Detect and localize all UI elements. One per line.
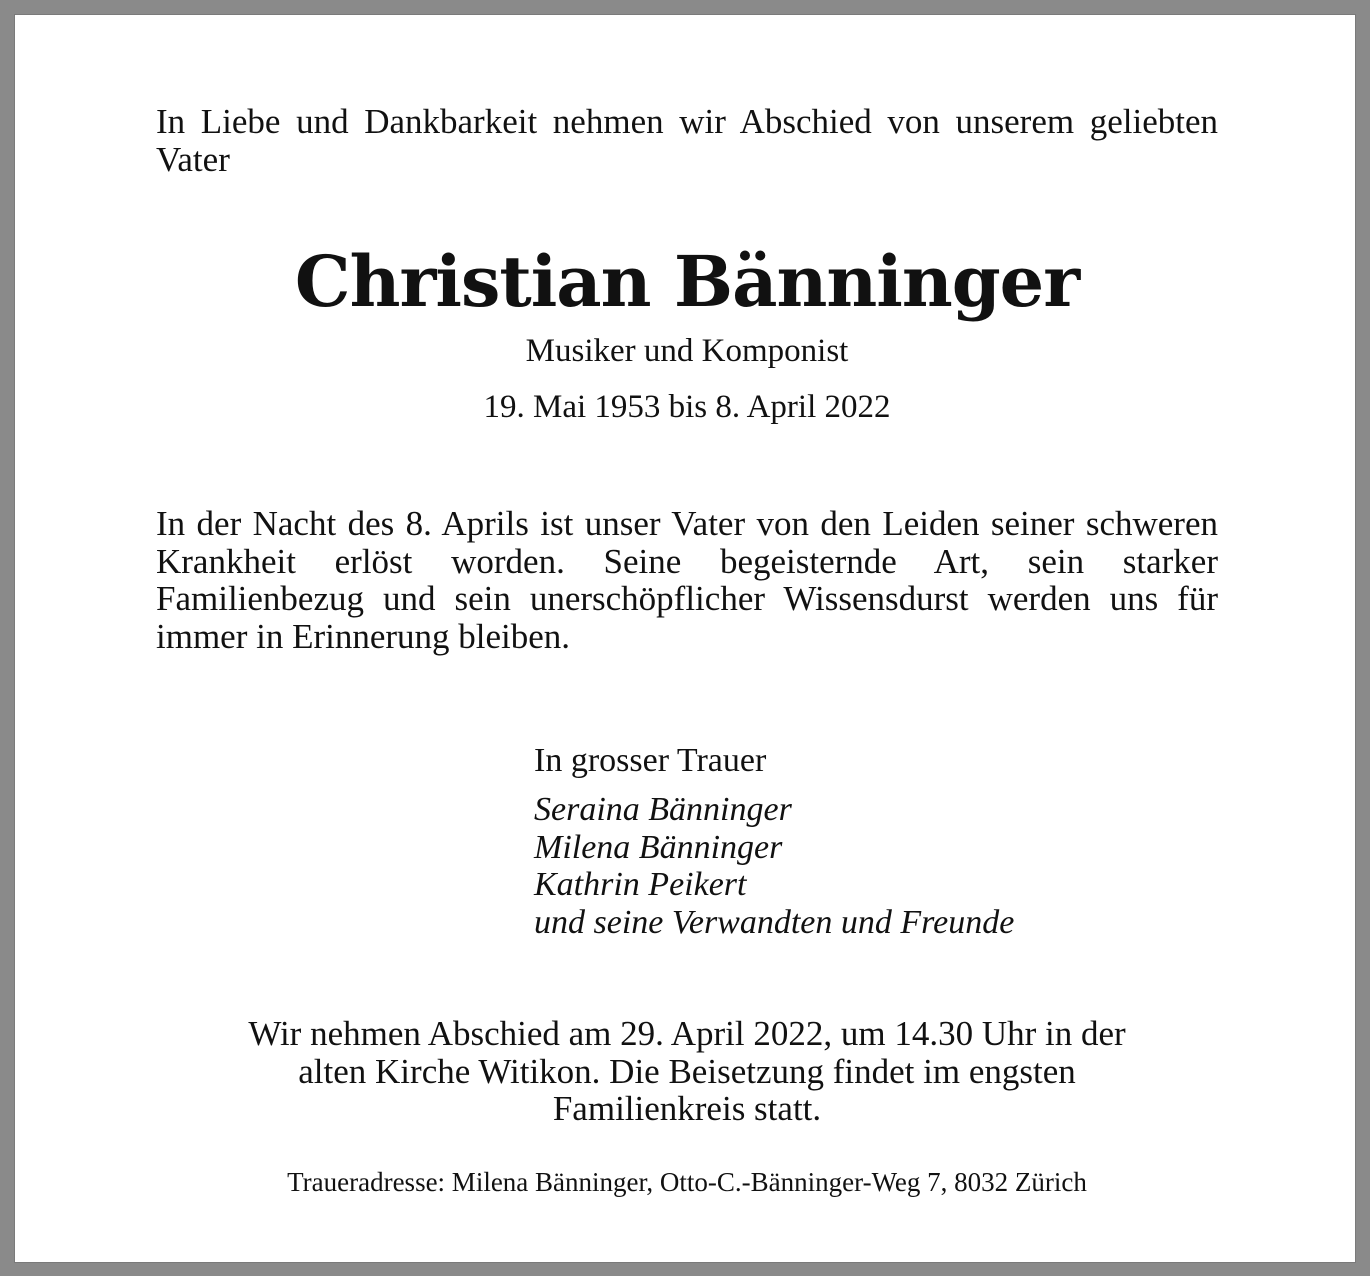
- memorial-text: In der Nacht des 8. Aprils ist unser Vater von den Leiden seiner schweren Krankheit erlöst worden. Seine begeisternde Art, sein starker Familienbezug und sein unerschöpflicher Wissensdurst werden uns für immer in Erinnerung bleiben.: [156, 504, 1218, 656]
- ceremony-line: Wir nehmen Abschied am 29. April 2022, um 14.30 Uhr in der: [248, 1014, 1126, 1053]
- obituary-page: [14, 14, 1356, 1263]
- mourners-block: [534, 741, 1218, 941]
- ceremony-info: [156, 1015, 1218, 1128]
- mourning-address: Traueradresse: Milena Bänninger, Otto-C.-Bänninger-Weg 7, 8032 Zürich: [287, 1166, 1087, 1197]
- mourner-name: Milena Bänninger: [534, 828, 783, 866]
- deceased-name: Christian Bänninger: [294, 240, 1080, 323]
- mourners-lead: In grosser Trauer: [534, 742, 767, 779]
- deceased-profession: Musiker und Komponist: [525, 333, 849, 369]
- mourner-relatives: und seine Verwandten und Freunde: [534, 903, 1015, 941]
- mourners-list: [534, 791, 1218, 941]
- ceremony-line: alten Kirche Witikon. Die Beisetzung findet im engsten: [298, 1051, 1076, 1091]
- mourner-name: Kathrin Peikert: [534, 866, 747, 903]
- life-dates: 19. Mai 1953 bis 8. April 2022: [483, 389, 891, 425]
- mourner-name: Seraina Bänninger: [534, 791, 792, 828]
- intro-text: In Liebe und Dankbarkeit nehmen wir Abschied von unserem geliebten Vater: [156, 102, 1218, 179]
- obituary-content: [156, 103, 1218, 1198]
- ceremony-line: Familienkreis statt.: [552, 1089, 822, 1128]
